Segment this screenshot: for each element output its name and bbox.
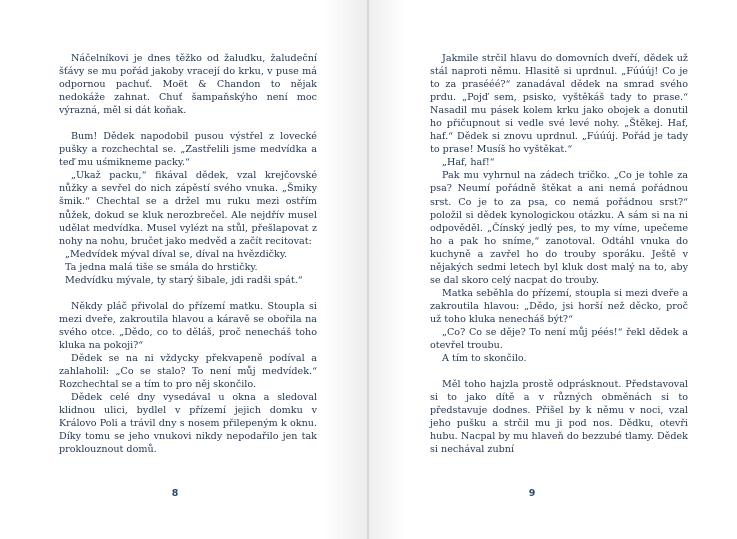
- verse-line: Medvídku mývale, ty starý šibale, jdi radši spát.“: [65, 274, 303, 286]
- paragraph: Dědek celé dny vysedával u okna a sledoval klidnou ulici, bydlel v přízemí jejich domku v Královo Poli a trávil dny s nosem přilepeným k oknu. Díky tomu se jeho vnukovi nikdy nepodařilo jen tak proklouznout domů.: [59, 392, 317, 456]
- paragraph: „Co? Co se děje? To není můj péés!“ řekl dědek a otevřel troubu.: [430, 326, 688, 352]
- right-page: [369, 0, 737, 539]
- paragraph: Matka seběhla do přízemí, stoupla si mezi dveře a zakroutila hlavou: „Dědo, jsi horší než děcko, proč už toho kluka nenecháš být?“: [430, 287, 688, 325]
- paragraph: A tím to skončilo.: [442, 353, 527, 365]
- page-number: 8: [171, 488, 179, 499]
- left-page: [0, 0, 368, 539]
- verse-line: Ta jedna malá tiše se smála do hrstičky.: [65, 261, 258, 273]
- paragraph: „Ukaž packu,“ fikával dědek, vzal krejčovské nůžky a sevřel do nich zápěstí svého vnuka. „Šmiky šmik.“ Chechtal se a držel mu ruku mezi ostřím nůžek, dokud se kluk nerozbrečel. Ale nejdřív musel udělat medvídka. Musel vylézt na stůl, přešlapovat z nohy na nohu, bručet jako medvěd a začít recitovat:: [59, 170, 317, 247]
- paragraph: Někdy pláč přivolal do přízemí matku. Stoupla si mezi dveře, zakroutila hlavou a káravě se obořila na svého otce. „Dědo, co to děláš, proč nenecháš toho kluka na pokoji?“: [59, 300, 317, 351]
- page-number: 9: [528, 488, 536, 499]
- verse-line: „Medvídek mýval díval se, díval na hvězdičky.: [65, 248, 288, 260]
- paragraph: Pak mu vyhrnul na zádech tričko. „Co je tohle za psa? Neumí pořádně štěkat a ani nemá pořádnou srst. Co je to za psa, co nemá pořádnou srst?“ položil si dědek kynologickou otázku. A sám si na ni odpověděl. „Čínský jedlý pes, to my víme, upečeme ho a pak ho sníme,“ zanotoval. Odtáhl vnuka do kuchyně a zavřel ho do trouby sporáku. Ještě v nějakých sedmi letech byl kluk dost malý na to, aby se dal skoro celý nacpat do trouby.: [430, 170, 688, 286]
- right-page-text: [430, 52, 688, 456]
- paragraph: Měl toho hajzla prostě odprásknout. Představoval si to jako dítě a v různých obměnách si to představuje dodnes. Přišel by k němu v noci, vzal jeho pušku a strčil mu ji pod nos. Dědku, otevři hubu. Nacpal by mu hlaveň do bezzubé tlamy. Dědek si nechával zubní: [430, 379, 688, 456]
- left-page-text: [59, 52, 317, 456]
- paragraph: „Haf, haf!“: [442, 157, 495, 169]
- paragraph: Bum! Dědek napodobil pusou výstřel z lovecké pušky a rozchechtal se. „Zastřelili jsme medvídka a teď mu uśmikneme packy.“: [59, 131, 317, 169]
- paragraph: Dědek se na ni vždycky překvapeně podíval a zahlaholil: „Co se stalo? To není můj medvídek.“ Rozchechtal se a tím to pro něj skončilo.: [59, 352, 317, 391]
- paragraph: Jakmile strčil hlavu do domovních dveří, dědek už stál naproti němu. Hlasitě si uprdnul. „Fúúúj! Co je to za prasééé?“ zanadával dědek na smrad svého prdu. „Pojď sem, psisko, vyštěkáš tady to prase.“ Nasadil mu pásek kolem krku jako obojek a donutil ho přičupnout si vedle své levé nohy. „Štěkej. Haf, haf.“ Dědek si znovu uprdnul. „Fúúúj. Pořád je tady to prase! Musíš ho vyštěkat.“: [430, 53, 688, 156]
- paragraph: Náčelníkovi je dnes těžko od žaludku, žaludeční šťávy se mu pořád jakoby vracejí do krku, v puse má odpornou pachuť. Moët & Chandon to nějak nedokáže zahnat. Chuť šampaňskýho není moc výrazná, měl si dát koňak.: [59, 53, 317, 117]
